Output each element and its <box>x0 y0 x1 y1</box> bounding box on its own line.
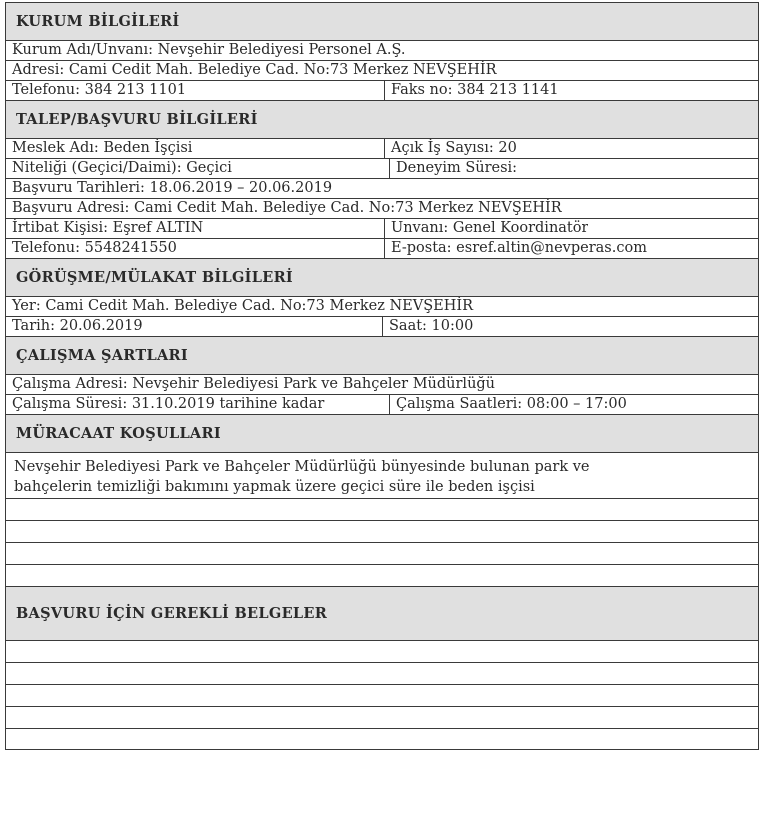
section-header-muracaat <box>6 415 758 453</box>
blank-line <box>6 565 758 587</box>
blank-line <box>6 707 758 729</box>
deneyim-suresi: Deneyim Süresi: <box>396 160 518 176</box>
section-title: GÖRÜŞME/MÜLAKAT BİLGİLERİ <box>16 269 294 286</box>
table-row <box>6 219 758 239</box>
table-row <box>6 199 758 219</box>
section-title: BAŞVURU İÇİN GEREKLİ BELGELER <box>16 605 328 622</box>
e-posta: E-posta: esref.altin@nevperas.com <box>391 240 647 256</box>
kurum-faks: Faks no: 384 213 1141 <box>391 82 559 98</box>
calisma-saatleri: Çalışma Saatleri: 08:00 – 17:00 <box>396 396 627 412</box>
meslek-adi: Meslek Adı: Beden İşçisi <box>6 139 385 158</box>
table-row <box>6 61 758 81</box>
table-row <box>6 159 758 179</box>
muracaat-text <box>6 453 758 499</box>
section-header-gorusme <box>6 259 758 297</box>
irtibat-kisisi: İrtibat Kişisi: Eşref ALTIN <box>6 219 385 238</box>
table-row <box>6 395 758 415</box>
section-header-kurum <box>6 3 758 41</box>
muracaat-line-2: bahçelerin temizliği bakımını yapmak üzere geçici süre ile beden işçisi <box>14 479 535 495</box>
kurum-adres: Adresi: Cami Cedit Mah. Belediye Cad. No:73 Merkez NEVŞEHİR <box>12 62 497 78</box>
blank-line <box>6 641 758 663</box>
gorusme-yeri: Yer: Cami Cedit Mah. Belediye Cad. No:73 Merkez NEVŞEHİR <box>12 298 474 314</box>
section-header-talep <box>6 101 758 139</box>
table-row <box>6 41 758 61</box>
section-title: ÇALIŞMA ŞARTLARI <box>16 347 188 364</box>
gorusme-tarihi: Tarih: 20.06.2019 <box>6 317 383 336</box>
blank-line <box>6 499 758 521</box>
calisma-suresi: Çalışma Süresi: 31.10.2019 tarihine kadar <box>6 395 390 414</box>
unvani: Unvanı: Genel Koordinatör <box>391 220 589 236</box>
basvuru-adresi: Başvuru Adresi: Cami Cedit Mah. Belediye Cad. No:73 Merkez NEVŞEHİR <box>12 200 562 216</box>
blank-line <box>6 521 758 543</box>
table-row <box>6 297 758 317</box>
kurum-telefon: Telefonu: 384 213 1101 <box>6 81 385 100</box>
table-row <box>6 139 758 159</box>
blank-line <box>6 543 758 565</box>
irtibat-telefonu: Telefonu: 5548241550 <box>6 239 385 258</box>
acik-is-sayisi: Açık İş Sayısı: 20 <box>391 140 517 156</box>
section-title: TALEP/BAŞVURU BİLGİLERİ <box>16 111 258 128</box>
section-header-belgeler <box>6 587 758 641</box>
section-header-calisma <box>6 337 758 375</box>
table-row <box>6 81 758 101</box>
section-title: MÜRACAAT KOŞULLARI <box>16 425 221 442</box>
niteligi: Niteliği (Geçici/Daimi): Geçici <box>6 159 390 178</box>
gorusme-saati: Saat: 10:00 <box>389 318 474 334</box>
table-row <box>6 239 758 259</box>
table-row <box>6 179 758 199</box>
kurum-adi: Kurum Adı/Unvanı: Nevşehir Belediyesi Personel A.Ş. <box>12 42 406 58</box>
calisma-adresi: Çalışma Adresi: Nevşehir Belediyesi Park ve Bahçeler Müdürlüğü <box>12 376 496 392</box>
muracaat-line-1: Nevşehir Belediyesi Park ve Bahçeler Müdürlüğü bünyesinde bulunan park ve <box>14 459 590 475</box>
basvuru-tarihleri: Başvuru Tarihleri: 18.06.2019 – 20.06.2019 <box>12 180 333 196</box>
section-title: KURUM BİLGİLERİ <box>16 13 180 30</box>
blank-line <box>6 685 758 707</box>
blank-line <box>6 663 758 685</box>
blank-line <box>6 729 758 749</box>
table-row <box>6 317 758 337</box>
job-posting-form <box>5 2 759 750</box>
table-row <box>6 375 758 395</box>
